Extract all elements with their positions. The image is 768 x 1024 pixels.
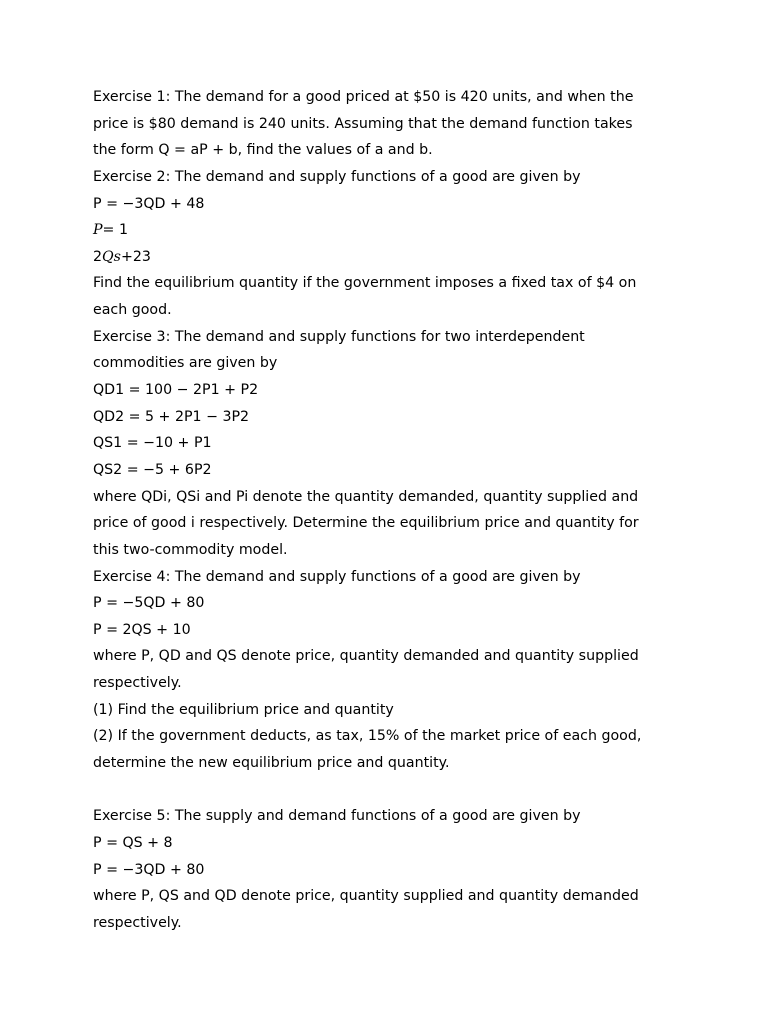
math-coefficient: 2 xyxy=(93,248,103,265)
exercise-5-supply-equation: P = QS + 8 xyxy=(93,834,173,851)
exercise-1-line-2: price is $80 demand is 240 units. Assuming that the demand function takes xyxy=(93,115,633,132)
equation-qd1: QD1 = 100 − 2P1 + P2 xyxy=(93,382,259,399)
exercise-2-math-line-1 xyxy=(93,217,653,244)
equation-qs2: QS2 = −5 + 6P2 xyxy=(93,461,212,478)
math-expression: = 1 xyxy=(102,222,128,239)
math-expression: +23 xyxy=(120,248,151,265)
exercise-1-line-1: Exercise 1: The demand for a good priced at $50 is 420 units, and when the xyxy=(93,89,634,105)
equation-qd2: QD2 = 5 + 2P1 − 3P2 xyxy=(93,408,250,425)
math-variable-qs: Qs xyxy=(102,248,121,265)
exercise-2-demand-equation: P = −3QD + 48 xyxy=(93,195,205,212)
exercise-2-question-line-1: Find the equilibrium quantity if the government imposes a fixed tax of $4 on xyxy=(93,275,637,292)
exercise-2-question-line-2: each good. xyxy=(93,302,172,319)
exercise-5-heading: Exercise 5: The supply and demand functions of a good are given by xyxy=(93,808,581,825)
exercise-3-text-line-3: this two-commodity model. xyxy=(93,541,288,558)
exercise-1-line-3: the form Q = aP + b, find the values of a and b. xyxy=(93,142,433,159)
exercise-4-text-line-1: where P, QD and QS denote price, quantity demanded and quantity supplied xyxy=(93,648,639,665)
exercise-5-text-line-1: where P, QS and QD denote price, quantity supplied and quantity demanded xyxy=(93,888,639,905)
exercise-2-math-line-2 xyxy=(93,244,653,271)
document-body xyxy=(93,84,653,937)
exercise-2-heading: Exercise 2: The demand and supply functions of a good are given by xyxy=(93,168,581,185)
exercise-3-heading-line-2: commodities are given by xyxy=(93,355,278,372)
exercise-3-text-line-2: price of good i respectively. Determine the equilibrium price and quantity for xyxy=(93,515,639,532)
exercise-3-text-line-1: where QDi, QSi and Pi denote the quantity demanded, quantity supplied and xyxy=(93,488,639,505)
exercise-4-question-1: (1) Find the equilibrium price and quantity xyxy=(93,701,394,718)
equation-qs1: QS1 = −10 + P1 xyxy=(93,435,212,452)
exercise-4-supply-equation: P = 2QS + 10 xyxy=(93,621,191,638)
exercise-4-heading: Exercise 4: The demand and supply functions of a good are given by xyxy=(93,568,581,585)
exercise-5-text-line-2: respectively. xyxy=(93,914,182,931)
exercise-4-question-2-line-1: (2) If the government deducts, as tax, 15% of the market price of each good, xyxy=(93,728,642,745)
exercise-3-heading: Exercise 3: The demand and supply functions for two interdependent xyxy=(93,328,585,345)
exercise-4-question-2-line-2: determine the new equilibrium price and quantity. xyxy=(93,755,450,772)
exercise-4-demand-equation: P = −5QD + 80 xyxy=(93,595,205,612)
exercise-5-demand-equation: P = −3QD + 80 xyxy=(93,861,205,878)
blank-line xyxy=(93,777,653,804)
math-variable-p: P xyxy=(93,222,103,239)
exercise-4-text-line-2: respectively. xyxy=(93,675,182,692)
